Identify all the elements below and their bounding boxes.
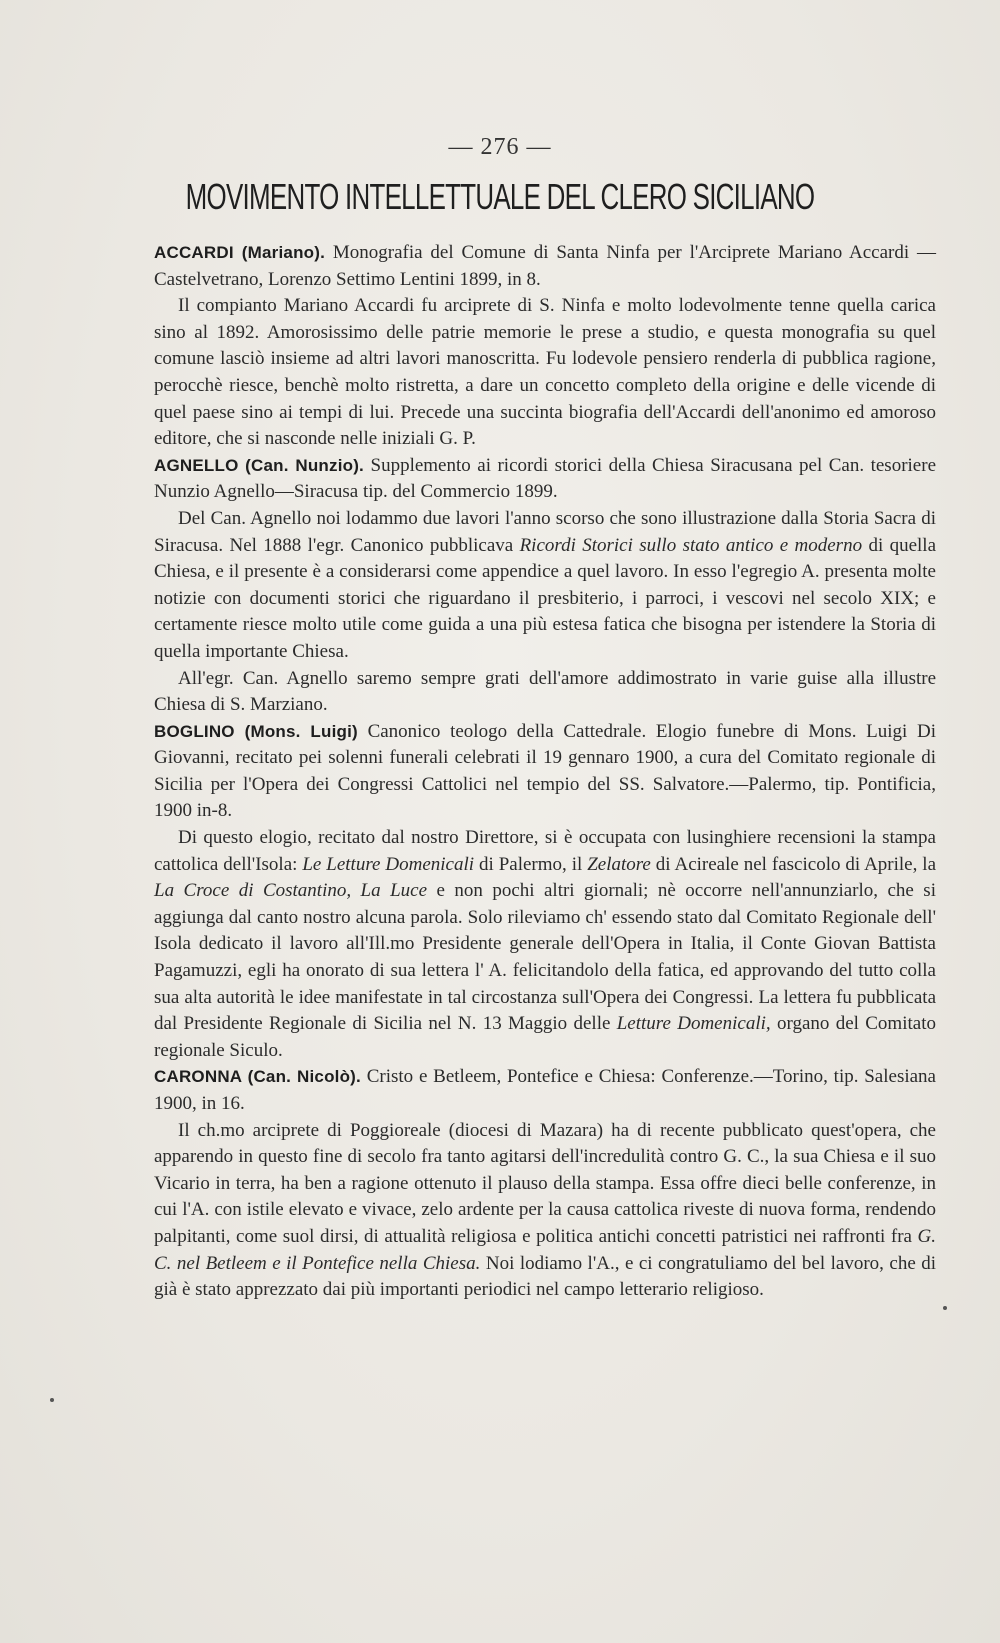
entry-citation: Supplemento ai ricordi storici della Chiesa Siracusana pel Can. tesoriere Nunzio Agnello—Siracusa tip. del Commercio 1899.: [154, 454, 936, 503]
entry-paragraph: [154, 1118, 936, 1304]
ink-speck: [943, 1306, 947, 1310]
entry-accardi: [154, 240, 936, 293]
entry-heading: CARONNA (Can. Nicolò).: [154, 1067, 361, 1087]
entry-paragraph: All'egr. Can. Agnello saremo sempre grati dell'amore addimostrato in varie guise alla illustre Chiesa di S. Marziano.: [154, 667, 936, 716]
entry-heading: ACCARDI (Mariano).: [154, 243, 326, 262]
section-title: MOVIMENTO INTELLETTUALE DEL CLERO SICILIANO: [185, 176, 815, 217]
paragraph-text: Noi lodiamo l'A., e ci congratuliamo del bel lavoro, che di già è stato apprezzato dai più importanti periodici nel campo letterario religioso.: [154, 1252, 936, 1301]
italic-title: Le Letture Domenicali: [302, 853, 475, 875]
entry-heading: AGNELLO (Can. Nunzio).: [154, 455, 364, 475]
entry-paragraph: [154, 825, 936, 1064]
paragraph-text: Di questo elogio, recitato dal nostro Direttore, si è occupata con lusinghiere recensioni la stampa cattolica dell'Isola:: [154, 827, 936, 875]
italic-title: G. C. nel Betleem e il Pontefice nella Chiesa.: [154, 1225, 936, 1274]
entry-citation: Cristo e Betleem, Pontefice e Chiesa: Conferenze.—Torino, tip. Salesiana 1900, in 16.: [154, 1066, 936, 1114]
paragraph-text: di Palermo, il: [474, 853, 588, 875]
paragraph-text: Del Can. Agnello noi lodammo due lavori l'anno scorso che sono illustrazione dalla Storia Sacra di Siracusa. Nel 1888 l'egr. Canonico pubblicava: [154, 507, 936, 556]
paragraph-text: organo del Comitato regionale Siculo.: [154, 1013, 936, 1061]
italic-title: Zelatore: [587, 853, 651, 875]
ink-speck: [50, 1398, 54, 1402]
page-number: — 276 —: [448, 134, 552, 160]
entry-citation: Canonico teologo della Cattedrale. Elogio funebre di Mons. Luigi Di Giovanni, recitato pei solenni funerali celebrati il 19 gennaro 1900, a cura del Comitato regionale di Sicilia per l'Opera dei Congressi Cattolici nel tempio del SS. Salvatore.—Palermo, tip. Pontificia, 1900 in-8.: [154, 720, 936, 822]
paragraph-text: Il ch.mo arciprete di Poggioreale (diocesi di Mazara) ha di recente pubblicato quest'opera, che apparendo in questo fine di secolo fra tanto agitarsi dell'incredulità contro G. C., la sua Chiesa e il suo Vicario in terra, ha ben a ragione ottenuto il plauso della stampa. Essa offre dieci belle conferenze, in cui l'A. con istile elevato e vivace, zelo ardente per la causa cattolica riveste di nuova forma, rendendo palpitanti, come suol dirsi, di attualità religiosa e politica antichi concetti patristici nei raffronti fra: [154, 1119, 936, 1247]
entry-paragraph: Il compianto Mariano Accardi fu arciprete di S. Ninfa e molto lodevolmente tenne quella carica sino al 1892. Amorosissimo delle patrie memorie le prese a studio, e questa monografia su quel comune lasciò insieme ad altri lavori manoscritta. Fu lodevole pensiero renderla di pubblica ragione, perocchè riesce, benchè molto ristretta, a dare un concetto completo della origine e delle vicende di quel paese sino ai tempi di lui. Precede una succinta biografia dell'Accardi dell'anonimo ed amoroso editore, che si nasconde nelle iniziali G. P.: [154, 295, 936, 450]
entry-citation: Monografia del Comune di Santa Ninfa per l'Arciprete Mariano Accardi — Castelvetrano, Lorenzo Settimo Lentini 1899, in 8.: [154, 242, 936, 290]
entry-heading: BOGLINO (Mons. Luigi): [154, 721, 358, 741]
body-text: [154, 240, 936, 1304]
paragraph-text: di quella Chiesa, e il presente è a considerarsi come appendice a quel lavoro. In esso l'egregio A. presenta molte notizie con documenti storici che riguardano il presbiterio, i parroci, i vescovi nel secolo XIX; e certamente riesce molto utile come guida a una più estesa fatica che bisogna per istendere la Storia di quella importante Chiesa.: [154, 534, 937, 662]
italic-title: La Croce di Costantino, La Luce: [154, 880, 428, 902]
paragraph-text: di Acireale nel fascicolo di Aprile, la: [650, 853, 936, 875]
italic-title: Letture Domenicali,: [616, 1013, 771, 1035]
entry-agnello: [154, 453, 936, 506]
entry-caronna: [154, 1064, 936, 1117]
entry-paragraph: [154, 506, 936, 666]
entry-boglino: [154, 719, 936, 825]
italic-title: Ricordi Storici sullo stato antico e moderno: [519, 534, 863, 556]
paragraph-text: e non pochi altri giornali; nè occorre nell'annunziarlo, che si aggiunga dal canto nostro alcuna parola. Solo rileviamo ch' essendo stato dal Comitato Regionale dell' Isola dedicato il lavoro all'Ill.mo Presidente generale dell'Opera in Italia, il Conte Giovan Battista Pagamuzzi, egli ha onorato di sua lettera l' A. felicitandolo della fatica, ed approvando del tutto colla sua alta autorità le idee manifestate in tal circostanza sull'Opera dei Congressi. La lettera fu pubblicata dal Presidente Regionale di Sicilia nel N. 13 Maggio delle: [154, 880, 936, 1035]
